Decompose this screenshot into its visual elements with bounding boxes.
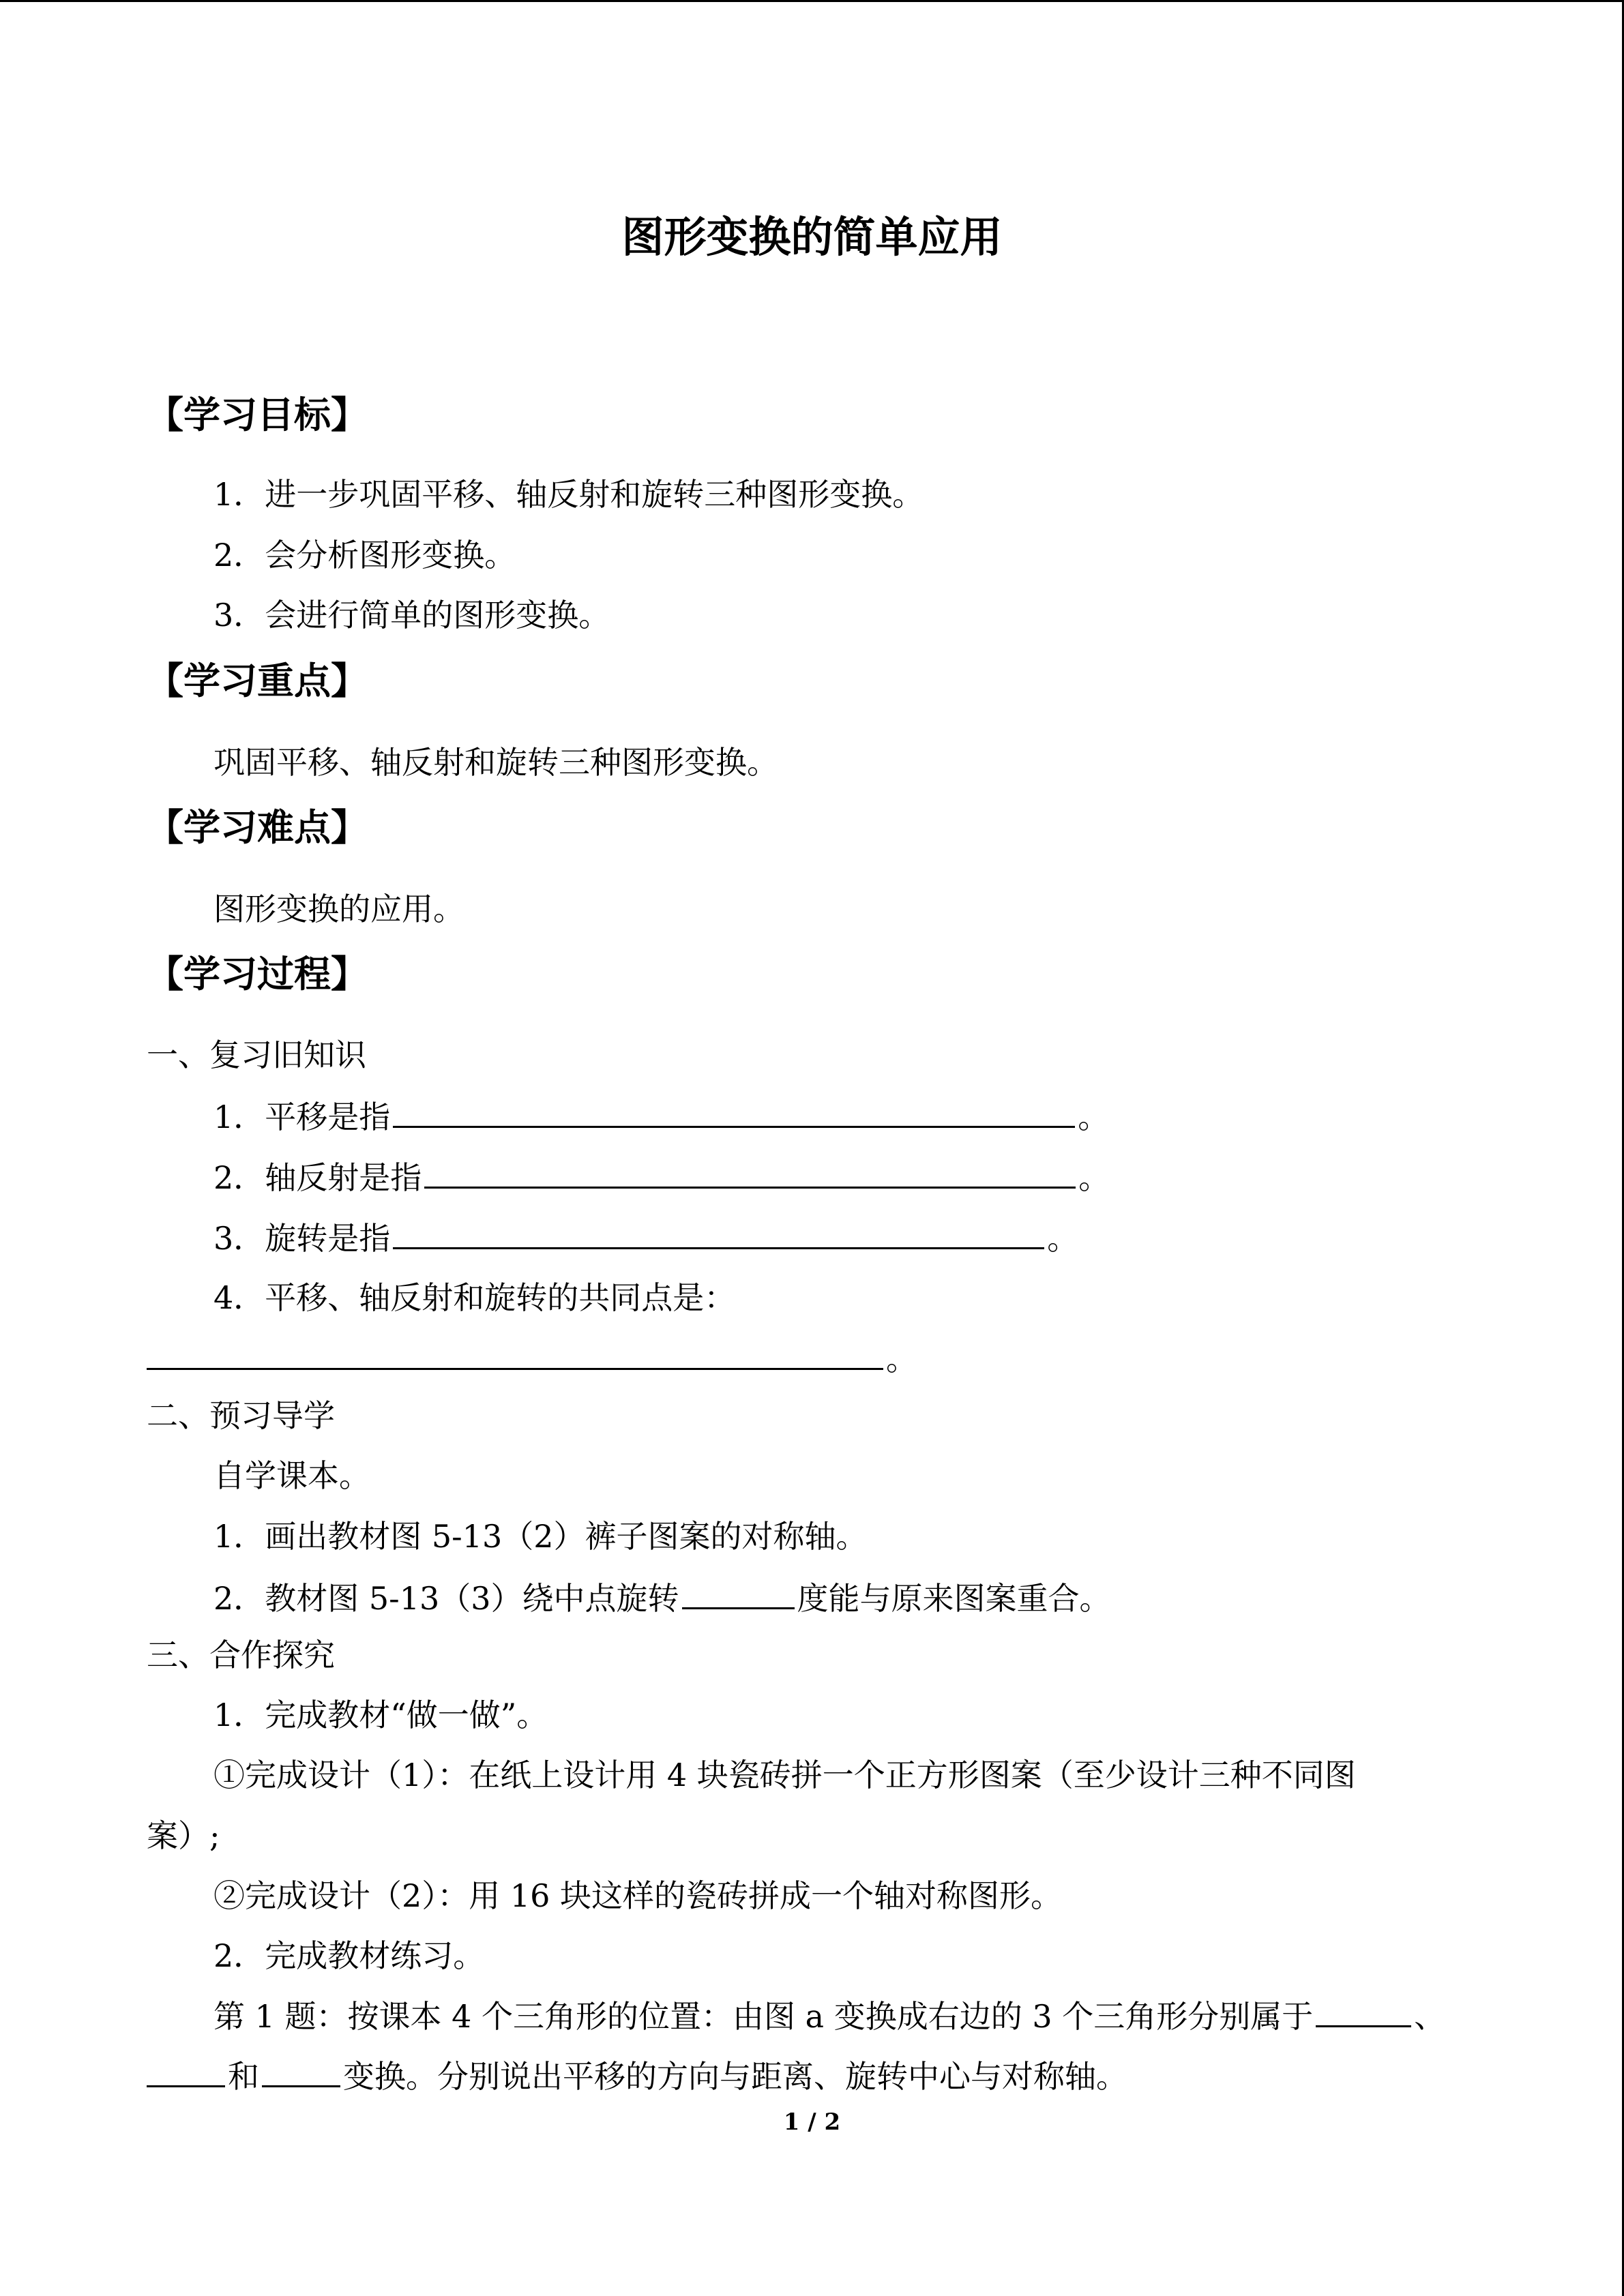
review-question-4: 4．平移、轴反射和旋转的共同点是： [213,1279,736,1316]
answer-blank[interactable] [682,1577,795,1609]
top-border [0,0,1624,2]
section2-item-2: 2．教材图 5-13（3）绕中点旋转 度能与原来图案重合。 [213,1577,1111,1618]
heading-difficult: 【学习难点】 [147,805,368,849]
answer-blank[interactable] [393,1096,1075,1128]
section3-title: 三、合作探究 [147,1637,335,1673]
page-number: 1 / 2 [783,2108,841,2136]
goal-item-3: 3．会进行简单的图形变换。 [213,597,610,633]
section3-item-2: 2．完成教材练习。 [213,1937,485,1974]
section2-item-1: 1．画出教材图 5-13（2）裤子图案的对称轴。 [213,1518,868,1555]
section2-title: 二、预习导学 [147,1397,335,1434]
design-1-line-2: 案）; [147,1817,220,1854]
heading-goals: 【学习目标】 [147,393,368,436]
review-question-4-answer: 。 [147,1338,917,1379]
goal-item-1: 1．进一步巩固平移、轴反射和旋转三种图形变换。 [213,476,924,513]
difficult-text: 图形变换的应用。 [213,891,464,927]
answer-blank[interactable] [147,2055,225,2087]
exercise-1-line-2: 和 变换。分别说出平移的方向与距离、旋转中心与对称轴。 [147,2055,1127,2096]
heading-process: 【学习过程】 [147,952,368,996]
heading-key: 【学习重点】 [147,659,368,702]
design-2: ②完成设计（2）：用 16 块这样的瓷砖拼成一个轴对称图形。 [213,1877,1063,1914]
page-title: 图形变换的简单应用 [621,212,1003,262]
answer-blank[interactable] [147,1338,883,1370]
key-text: 巩固平移、轴反射和旋转三种图形变换。 [213,744,778,781]
goal-item-2: 2．会分析图形变换。 [213,537,516,573]
section1-title: 一、复习旧知识 [147,1037,366,1073]
section2-intro: 自学课本。 [213,1457,370,1494]
review-question-2: 2．轴反射是指 。 [213,1157,1110,1197]
answer-blank[interactable] [424,1157,1076,1189]
section3-item-1: 1．完成教材“做一做”。 [213,1697,548,1733]
answer-blank[interactable] [393,1217,1044,1249]
review-question-1: 1．平移是指 。 [213,1096,1109,1137]
answer-blank[interactable] [262,2055,340,2087]
exercise-1-line-1: 第 1 题：按课本 4 个三角形的位置：由图 a 变换成右边的 3 个三角形分别属于 、 [213,1995,1445,2036]
review-question-3: 3．旋转是指 。 [213,1217,1078,1258]
design-1-line-1: ①完成设计（1）：在纸上设计用 4 块瓷砖拼一个正方形图案（至少设计三种不同图 [213,1757,1356,1793]
answer-blank[interactable] [1316,1995,1411,2027]
